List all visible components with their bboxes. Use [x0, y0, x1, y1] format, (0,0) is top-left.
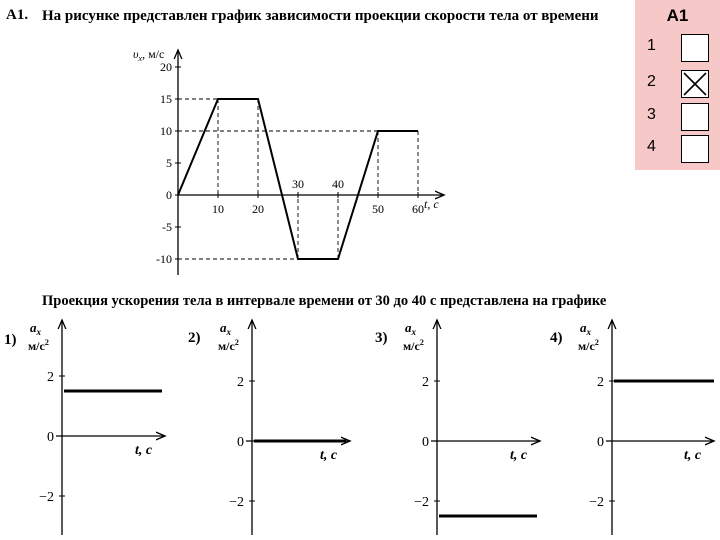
- y-axis-label: $a_x$: [580, 320, 591, 337]
- x-tick-label: 30: [292, 177, 304, 191]
- option-graph-number: 4): [550, 330, 563, 346]
- x-tick-label: 50: [372, 202, 384, 216]
- option-graph-1: [4, 320, 165, 535]
- option-graph-2: [188, 320, 350, 535]
- x-axis-label: t, c: [320, 448, 338, 463]
- x-tick-label: 40: [332, 177, 344, 191]
- y-tick-label: 20: [160, 60, 172, 74]
- y-tick-label: 5: [166, 156, 172, 170]
- option-graph-3: [375, 320, 540, 535]
- y-tick-label: 0: [47, 430, 54, 445]
- y-tick-label: −2: [589, 495, 604, 510]
- y-axis-unit: $м/с^2$: [578, 338, 599, 353]
- option-graph-number: 2): [188, 330, 201, 346]
- option-graph-4: [550, 320, 714, 535]
- option-graphs: [0, 310, 720, 540]
- y-tick-label: 2: [47, 370, 54, 385]
- y-tick-label: 10: [160, 124, 172, 138]
- x-tick-label: 60: [412, 202, 424, 216]
- y-axis-unit: $м/с^2$: [28, 338, 49, 353]
- y-tick-label: −2: [39, 490, 54, 505]
- y-axis-unit: $м/с^2$: [218, 338, 239, 353]
- y-tick-label: 2: [422, 375, 429, 390]
- y-tick-label: 15: [160, 92, 172, 106]
- subquestion-text: Проекция ускорения тела в интервале времени от 30 до 40 с представлена на графике: [42, 293, 607, 309]
- y-tick-label: 0: [597, 435, 604, 450]
- y-tick-label: −2: [414, 495, 429, 510]
- y-axis-label: $a_x$: [30, 320, 41, 337]
- answer-panel-title: А1: [666, 6, 689, 25]
- x-axis-label: t, c: [510, 448, 528, 463]
- y-tick-label: −2: [229, 495, 244, 510]
- y-tick-label: 2: [237, 375, 244, 390]
- x-axis-label: t, c: [135, 443, 153, 458]
- option-graph-number: 1): [4, 332, 17, 348]
- y-tick-group: [156, 60, 424, 266]
- y-tick-label: 0: [422, 435, 429, 450]
- y-axis-unit: $м/с^2$: [403, 338, 424, 353]
- y-axis-label: $a_x$: [220, 320, 231, 337]
- y-tick-label: 0: [166, 188, 172, 202]
- answer-option-label: 2: [647, 73, 656, 90]
- x-tick-label: 10: [212, 202, 224, 216]
- x-tick-label: 20: [252, 202, 264, 216]
- x-axis-label: t, c: [684, 448, 702, 463]
- option-graph-number: 3): [375, 330, 388, 346]
- y-tick-label: 0: [237, 435, 244, 450]
- y-tick-label: -5: [162, 220, 172, 234]
- y-axis-label: $a_x$: [405, 320, 416, 337]
- y-axis-label: $\upsilon_x$, м/с: [133, 47, 165, 63]
- answer-option-label: 4: [647, 138, 656, 155]
- y-tick-label: -10: [156, 252, 172, 266]
- question-number: А1.: [6, 7, 29, 23]
- answer-option-label: 1: [647, 37, 656, 54]
- y-tick-label: 2: [597, 375, 604, 390]
- question-text: На рисунке представлен график зависимости проекции скорости тела от времени: [42, 8, 599, 24]
- answer-option-label: 3: [647, 106, 656, 123]
- x-axis-label: t, c: [424, 197, 439, 211]
